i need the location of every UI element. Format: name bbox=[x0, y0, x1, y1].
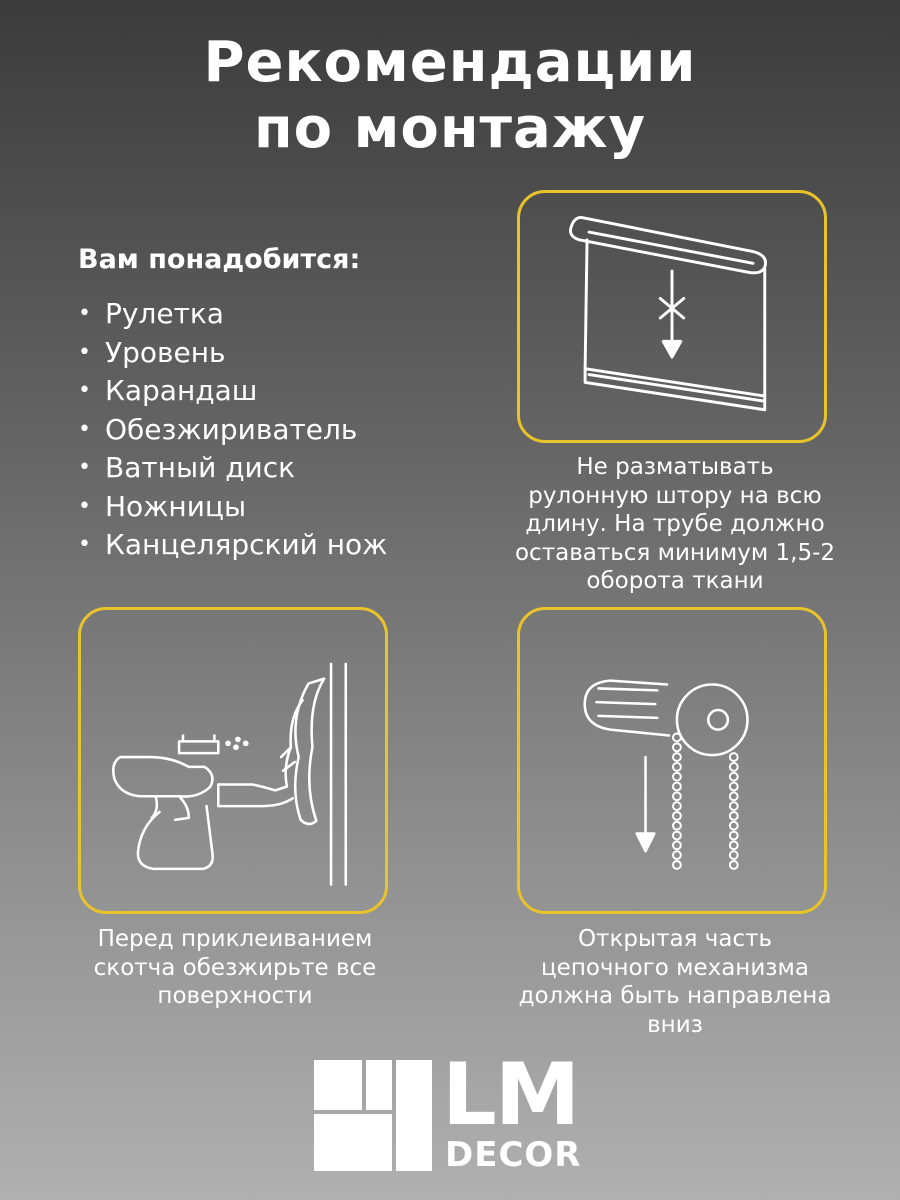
spray-degrease-icon bbox=[81, 610, 385, 911]
roller-blind-icon bbox=[520, 193, 824, 440]
caption-line: поверхности bbox=[157, 983, 313, 1009]
chain-mechanism-icon bbox=[520, 610, 824, 911]
tool-item: • Уровень bbox=[78, 334, 387, 373]
chain-mechanism-frame bbox=[517, 607, 827, 914]
caption-line: цепочного механизма bbox=[541, 954, 809, 981]
caption-line: рулонную штору на всю bbox=[528, 482, 822, 509]
tool-item: • Канцелярский нож bbox=[78, 526, 387, 565]
caption-line: оборота ткани bbox=[586, 568, 764, 594]
caption-line: длину. На трубе должно bbox=[525, 511, 825, 537]
chain-mechanism-caption bbox=[490, 925, 860, 1039]
caption-line: Не разматывать bbox=[576, 454, 774, 480]
roller-blind-caption bbox=[490, 453, 860, 596]
title-line-1: Рекомендации bbox=[203, 30, 697, 95]
tool-item: • Ножницы bbox=[78, 488, 387, 527]
tool-item: • Рулетка bbox=[78, 295, 387, 334]
tools-heading: Вам понадобится: bbox=[78, 244, 361, 275]
tools-list bbox=[78, 295, 387, 565]
tool-item: • Ватный диск bbox=[78, 449, 387, 488]
caption-line: скотча обезжирьте все bbox=[93, 954, 377, 981]
title-line-2: по монтажу bbox=[253, 96, 647, 161]
logo-subtitle: DECOR bbox=[445, 1135, 582, 1175]
roller-blind-frame bbox=[517, 190, 827, 443]
logo-wordmark: LM bbox=[442, 1045, 579, 1145]
caption-line: оставаться минимум 1,5-2 bbox=[514, 539, 836, 566]
caption-line: вниз bbox=[647, 1011, 703, 1038]
caption-line: Открытая часть bbox=[577, 926, 773, 952]
brand-logo bbox=[314, 1045, 594, 1175]
caption-line: Перед приклеиванием bbox=[97, 926, 373, 952]
logo-mark-icon bbox=[314, 1060, 432, 1171]
spray-degrease-caption bbox=[60, 925, 410, 1011]
tool-item: • Обезжириватель bbox=[78, 411, 387, 450]
spray-degrease-frame bbox=[78, 607, 388, 914]
caption-line: должна быть направлена bbox=[518, 983, 832, 1009]
page-title bbox=[0, 30, 900, 162]
tool-item: • Карандаш bbox=[78, 372, 387, 411]
